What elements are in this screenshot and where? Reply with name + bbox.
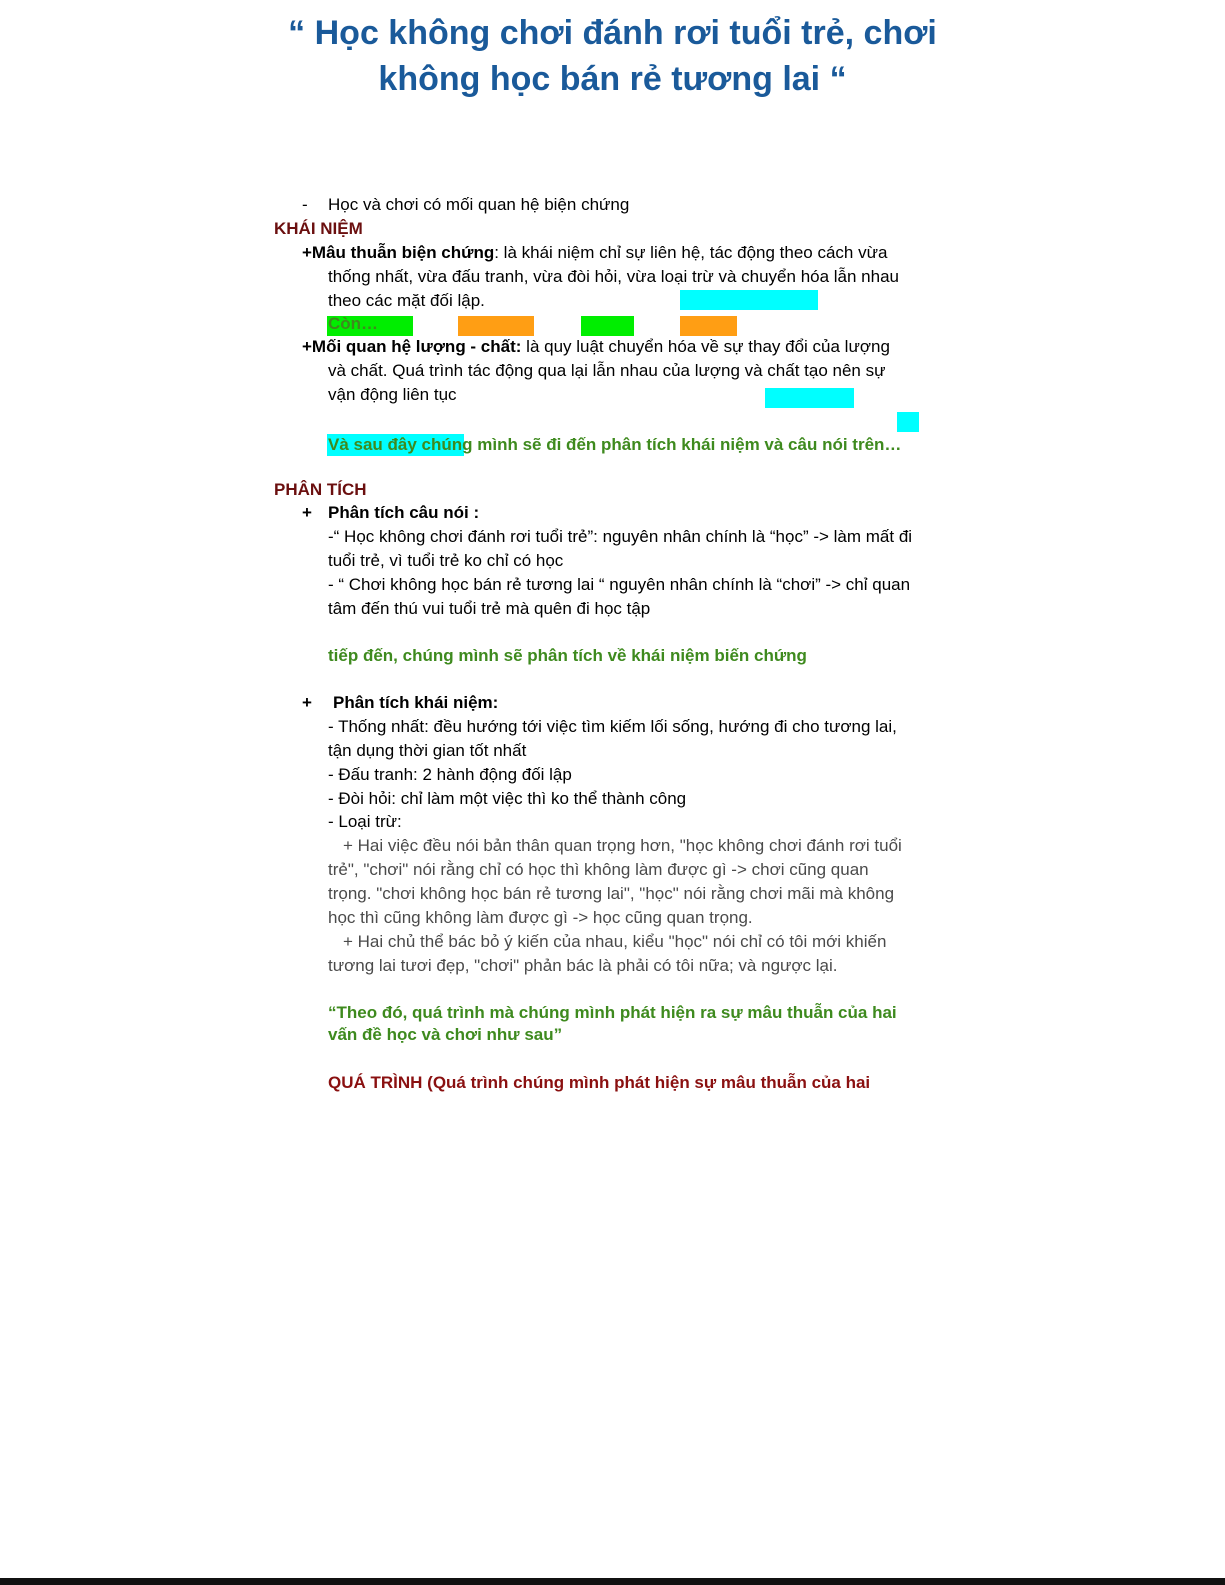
intro-text: Học và chơi có mối quan hệ biện chứng	[328, 195, 630, 214]
concept-item-1-line-1	[302, 241, 887, 265]
quote-analysis-line-3: - “ Chơi không học bán rẻ tương lai “ nguyên nhân chính là “chơi” -> chỉ quan	[328, 575, 911, 594]
concept-analysis-line-5: - Loại trừ:	[328, 812, 402, 831]
exclusion-line-5: + Hai chủ thể bác bỏ ý kiến của nhau, kiểu "học" nói chỉ có tôi mới khiến	[343, 932, 887, 951]
intro-bullet: -	[302, 195, 308, 214]
concept-analysis-line-3: - Đấu tranh: 2 hành động đối lập	[328, 765, 572, 784]
concept-analysis-line-2: tận dụng thời gian tốt nhất	[328, 741, 527, 760]
quote-analysis-label: Phân tích câu nói :	[328, 503, 480, 522]
concept-analysis-bullet: +	[302, 693, 312, 712]
highlight-cyan	[765, 388, 854, 408]
transition-text: Và sau đây chúng mình sẽ đi đến phân tích khái niệm và câu nói trên…	[328, 435, 902, 454]
concept-item-2-line-2: và chất. Quá trình tác động qua lại lẫn nhau của lượng và chất tạo nên sự	[328, 361, 886, 380]
concept-analysis-line-4: - Đòi hỏi: chỉ làm một việc thì ko thể thành công	[328, 789, 687, 808]
con-text: Còn…	[328, 314, 379, 333]
concept-item-2-rest: là quy luật chuyển hóa về sự thay đổi của lượng	[521, 337, 890, 356]
exclusion-line-1: + Hai việc đều nói bản thân quan trọng hơn, "học không chơi đánh rơi tuổi	[343, 836, 902, 855]
highlight-lime	[581, 316, 634, 336]
conclusion-line-1: “Theo đó, quá trình mà chúng mình phát hiện ra sự mâu thuẫn của hai	[328, 1003, 897, 1022]
highlight-cyan	[897, 412, 919, 432]
transition-text-2: tiếp đến, chúng mình sẽ phân tích về khái niệm biến chứng	[328, 646, 807, 665]
section-heading-analysis: PHÂN TÍCH	[274, 480, 367, 499]
highlight-orange	[680, 316, 737, 336]
section-heading-concept: KHÁI NIỆM	[274, 219, 363, 238]
quote-analysis-line-1: -“ Học không chơi đánh rơi tuổi trẻ”: nguyên nhân chính là “học” -> làm mất đi	[328, 527, 913, 546]
exclusion-line-6: tương lai tươi đẹp, "chơi" phản bác là phải có tôi nữa; và ngược lại.	[328, 956, 838, 975]
bottom-border	[0, 1578, 1225, 1585]
concept-item-1-line-3: theo các mặt đối lập.	[328, 291, 485, 310]
highlight-orange	[458, 316, 534, 336]
quote-analysis-bullet: +	[302, 503, 312, 522]
exclusion-line-4: học thì cũng không làm được gì -> học cũng quan trọng.	[328, 908, 753, 927]
exclusion-line-3: trọng. "chơi không học bán rẻ tương lai", "học" nói rằng chơi mãi mà không	[328, 884, 895, 903]
conclusion-line-2: vấn đề học và chơi như sau”	[328, 1025, 563, 1044]
title-line-1: “ Học không chơi đánh rơi tuổi trẻ, chơi	[288, 14, 937, 52]
concept-item-1-line-2: thống nhất, vừa đấu tranh, vừa đòi hỏi, vừa loại trừ và chuyển hóa lẫn nhau	[328, 267, 900, 286]
concept-term-2: +Mối quan hệ lượng - chất:	[302, 337, 522, 356]
concept-analysis-line-1: - Thống nhất: đều hướng tới việc tìm kiếm lối sống, hướng đi cho tương lai,	[328, 717, 897, 736]
concept-item-2-line-3: vận động liên tục	[328, 385, 457, 404]
concept-analysis-label: Phân tích khái niệm:	[333, 693, 499, 712]
quote-analysis-line-4: tâm đến thú vui tuổi trẻ mà quên đi học tập	[328, 599, 651, 618]
document-title	[230, 10, 995, 102]
exclusion-line-2: trẻ", "chơi" nói rằng chỉ có học thì không làm được gì -> chơi cũng quan	[328, 860, 869, 879]
concept-term-1: +Mâu thuẫn biện chứng	[302, 243, 495, 262]
concept-item-2-line-1	[302, 335, 890, 359]
process-heading: QUÁ TRÌNH (Quá trình chúng mình phát hiện sự mâu thuẫn của hai	[328, 1073, 871, 1092]
concept-item-1-rest: : là khái niệm chỉ sự liên hệ, tác động theo cách vừa	[494, 243, 888, 262]
quote-analysis-line-2: tuổi trẻ, vì tuổi trẻ ko chỉ có học	[328, 551, 564, 570]
title-line-2: không học bán rẻ tương lai “	[378, 60, 847, 98]
highlight-cyan	[680, 290, 818, 310]
